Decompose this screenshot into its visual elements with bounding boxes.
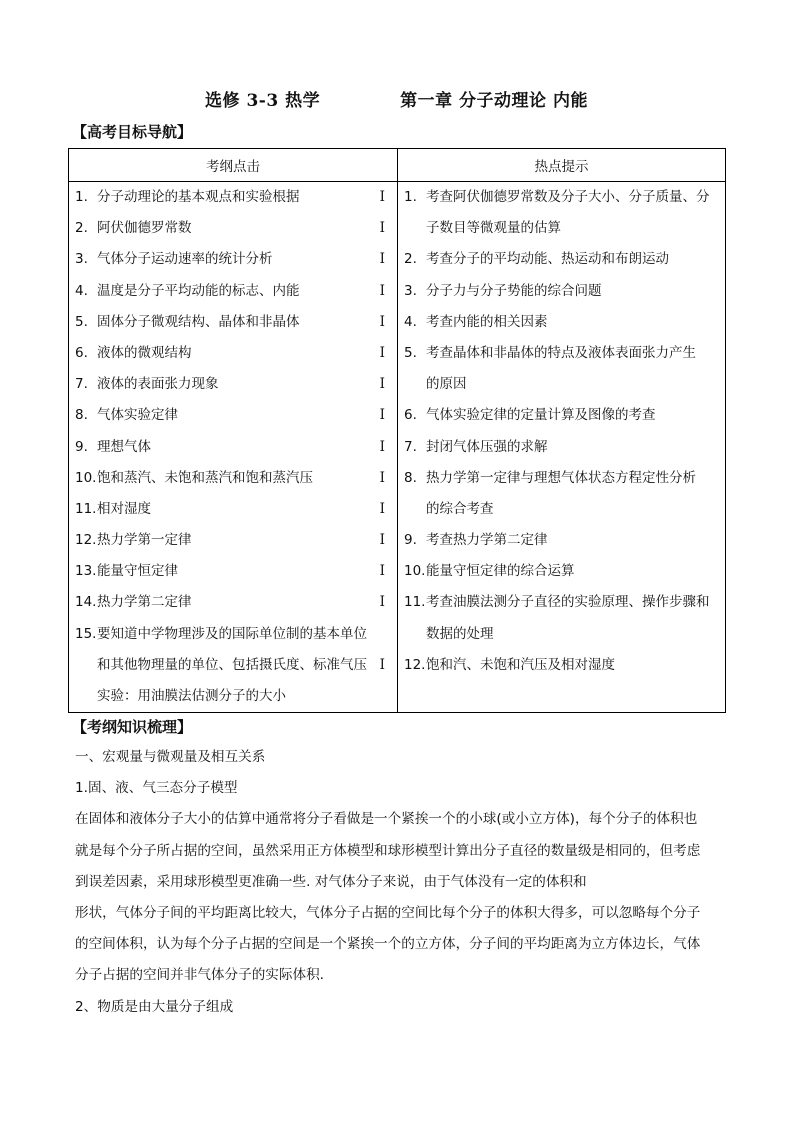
item-number: 5.	[404, 344, 417, 361]
item-text: 液体的表面张力现象	[97, 376, 219, 393]
requirement-level: I	[379, 594, 385, 611]
requirement-level: I	[379, 563, 385, 580]
item-text: 阿伏伽德罗常数	[97, 220, 192, 237]
item-number: 6.	[404, 407, 417, 424]
item-text: 考查晶体和非晶体的特点及液体表面张力产生	[426, 344, 696, 361]
requirement-level: I	[379, 469, 385, 486]
item-text: 考查分子的平均动能、热运动和布朗运动	[426, 251, 669, 268]
item-number: 15.	[75, 625, 97, 642]
item-text: 考查内能的相关因素	[426, 313, 548, 330]
item-number: 8.	[75, 407, 88, 424]
hot-tip-item	[398, 494, 725, 525]
exam-point-item	[69, 213, 397, 244]
item-number: 2.	[75, 220, 88, 237]
hot-tip-item	[398, 432, 725, 463]
item-number: 10.	[75, 469, 97, 486]
requirement-level: I	[379, 407, 385, 424]
item-text: 的原因	[426, 376, 467, 393]
exam-point-item	[69, 182, 397, 213]
exam-point-item	[69, 681, 397, 712]
body-line: 的空间体积，认为每个分子占据的空间是一个紧挨一个的立方体，分子间的平均距离为立方体边长，气体	[75, 936, 701, 953]
item-text: 的综合考查	[426, 500, 494, 517]
hot-tip-item	[398, 556, 725, 587]
item-number: 7.	[404, 438, 417, 455]
item-text: 温度是分子平均动能的标志、内能	[97, 282, 300, 299]
requirement-level: I	[379, 656, 385, 673]
item-text: 要知道中学物理涉及的国际单位制的基本单位	[97, 625, 367, 642]
hot-tip-item	[398, 587, 725, 618]
exam-outline-table	[68, 148, 726, 713]
item-number: 3.	[75, 251, 88, 268]
item-text: 相对湿度	[97, 500, 151, 517]
item-text: 饱和汽、未饱和汽压及相对湿度	[426, 656, 615, 673]
requirement-level: I	[379, 344, 385, 361]
hot-tip-item	[398, 338, 725, 369]
section-heading-exam-goals: 【高考目标导航】	[72, 123, 193, 141]
item-number: 8.	[404, 469, 417, 486]
item-text: 考查油膜法测分子直径的实验原理、操作步骤和	[426, 594, 710, 611]
requirement-level: I	[379, 282, 385, 299]
item-text: 实验：用油膜法估测分子的大小	[97, 688, 286, 704]
item-text: 气体分子运动速率的统计分析	[97, 251, 273, 268]
hot-tip-item	[398, 244, 725, 275]
requirement-level: I	[379, 313, 385, 330]
body-line: 形状，气体分子间的平均距离比较大，气体分子占据的空间比每个分子的体积大得多，可以忽略每个分子	[75, 905, 701, 922]
item-number: 11.	[75, 500, 97, 517]
exam-point-item	[69, 400, 397, 431]
exam-point-item	[69, 307, 397, 338]
title-chapter: 第一章 分子动理论 内能	[400, 91, 588, 111]
exam-point-item	[69, 494, 397, 525]
item-number: 11.	[404, 594, 426, 611]
document-title	[0, 86, 793, 111]
item-text: 分子力与分子势能的综合问题	[426, 282, 602, 299]
hot-tips-cell	[398, 182, 726, 713]
body-line: 2、物质是由大量分子组成	[75, 998, 234, 1015]
body-line: 1.固、液、气三态分子模型	[75, 780, 238, 797]
item-number: 3.	[404, 282, 417, 299]
item-text: 固体分子微观结构、晶体和非晶体	[97, 313, 300, 330]
item-text: 能量守恒定律的综合运算	[426, 563, 575, 580]
knowledge-body	[75, 742, 725, 1023]
item-number: 14.	[75, 594, 97, 611]
item-number: 1.	[404, 189, 417, 205]
section-heading-knowledge: 【考纲知识梳理】	[72, 718, 193, 736]
item-text: 考查阿伏伽德罗常数及分子大小、分子质量、分	[426, 189, 710, 205]
requirement-level: I	[379, 438, 385, 455]
exam-point-item	[69, 556, 397, 587]
item-number: 12.	[75, 532, 97, 549]
item-number: 1.	[75, 189, 88, 205]
item-number: 9.	[75, 438, 88, 455]
item-number: 2.	[404, 251, 417, 268]
exam-points-cell	[69, 182, 398, 713]
body-line: 到误差因素，采用球形模型更准确一些. 对气体分子来说，由于气体没有一定的体积和	[75, 873, 587, 890]
exam-point-item	[69, 650, 397, 681]
body-line: 在固体和液体分子大小的估算中通常将分子看做是一个紧挨一个的小球(或小立方体)，每个分子的体积也	[75, 811, 698, 828]
requirement-level: I	[379, 220, 385, 237]
hot-tip-item	[398, 400, 725, 431]
exam-point-item	[69, 619, 397, 650]
item-number: 9.	[404, 532, 417, 549]
item-text: 和其他物理量的单位、包括摄氏度、标准气压	[97, 656, 367, 673]
body-line: 分子占据的空间并非气体分子的实际体积.	[75, 967, 325, 984]
item-number: 7.	[75, 376, 88, 393]
exam-point-item	[69, 587, 397, 618]
body-line: 一、宏观量与微观量及相互关系	[75, 749, 266, 765]
item-text: 气体实验定律	[97, 407, 178, 424]
hot-tip-item	[398, 463, 725, 494]
item-text: 考查热力学第二定律	[426, 532, 548, 549]
hot-tip-item	[398, 369, 725, 400]
hot-tip-item	[398, 525, 725, 556]
exam-point-item	[69, 244, 397, 275]
item-text: 饱和蒸汽、未饱和蒸汽和饱和蒸汽压	[97, 469, 313, 486]
item-text: 热力学第一定律与理想气体状态方程定性分析	[426, 469, 696, 486]
header-hot-tips: 热点提示	[398, 149, 726, 182]
exam-point-item	[69, 525, 397, 556]
item-text: 封闭气体压强的求解	[426, 438, 548, 455]
item-number: 12.	[404, 656, 426, 673]
exam-point-item	[69, 432, 397, 463]
item-number: 4.	[75, 282, 88, 299]
exam-point-item	[69, 276, 397, 307]
item-number: 4.	[404, 313, 417, 330]
item-text: 能量守恒定律	[97, 563, 178, 580]
item-text: 理想气体	[97, 438, 151, 455]
exam-point-item	[69, 338, 397, 369]
item-text: 热力学第二定律	[97, 594, 192, 611]
header-exam-points: 考纲点击	[69, 149, 398, 182]
item-text: 气体实验定律的定量计算及图像的考查	[426, 407, 656, 424]
item-number: 6.	[75, 344, 88, 361]
item-text: 热力学第一定律	[97, 532, 192, 549]
item-number: 13.	[75, 563, 97, 580]
exam-point-item	[69, 463, 397, 494]
item-text: 分子动理论的基本观点和实验根据	[97, 189, 300, 205]
requirement-level: I	[379, 376, 385, 393]
title-course: 选修 3-3 热学	[205, 91, 321, 111]
item-text: 子数目等微观量的估算	[426, 220, 561, 237]
item-text: 液体的微观结构	[97, 344, 192, 361]
exam-point-item	[69, 369, 397, 400]
item-number: 10.	[404, 563, 426, 580]
requirement-level: I	[379, 500, 385, 517]
item-text: 数据的处理	[426, 625, 494, 642]
hot-tip-item	[398, 307, 725, 338]
requirement-level: I	[379, 532, 385, 549]
item-number: 5.	[75, 313, 88, 330]
requirement-level: I	[379, 189, 385, 205]
hot-tip-item	[398, 182, 725, 213]
body-line: 就是每个分子所占据的空间，虽然采用正方体模型和球形模型计算出分子直径的数量级是相同的，但考虑	[75, 842, 701, 859]
hot-tip-item	[398, 213, 725, 244]
requirement-level: I	[379, 251, 385, 268]
hot-tip-item	[398, 619, 725, 650]
hot-tip-item	[398, 650, 725, 681]
hot-tip-item	[398, 276, 725, 307]
